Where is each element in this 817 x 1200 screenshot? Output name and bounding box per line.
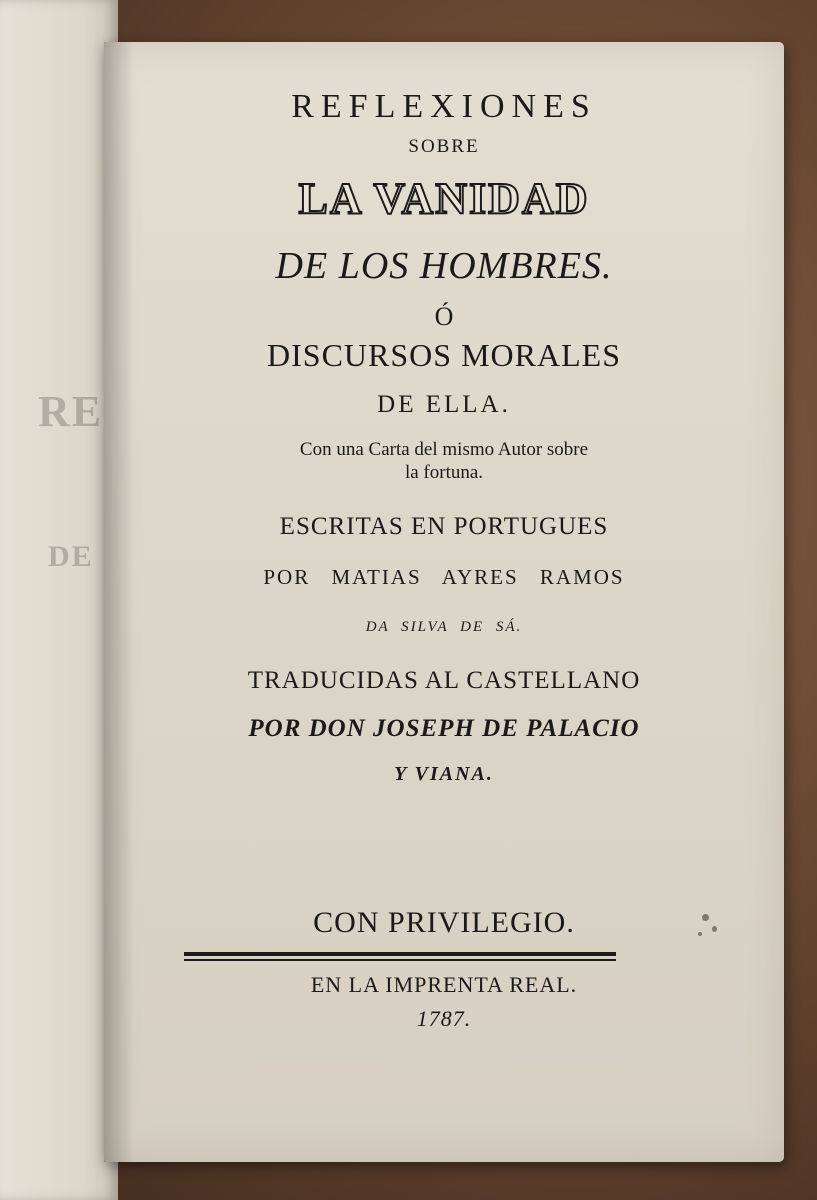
subtitle-fortuna: la fortuna. [404,462,484,483]
translator-line-1: POR DON JOSEPH DE PALACIO [248,715,640,742]
author-line-1: POR MATIAS AYRES RAMOS [263,565,625,589]
page-gutter-shadow [104,42,134,1162]
traducidas-al-castellano: TRADUCIDAS AL CASTELLANO [247,667,641,694]
author-line-2: DA SILVA DE SÁ. [365,619,523,635]
title-de-ella: DE ELLA. [377,391,511,418]
title-sobre: SOBRE [408,136,480,157]
ink-stain [702,914,709,921]
translator-line-2: Y VIANA. [394,763,494,785]
title-discursos-morales: DISCURSOS MORALES [267,337,621,373]
left-page-ghost-text-lower: DE [48,540,94,573]
ink-stain [698,932,702,936]
double-rule-divider [184,952,616,962]
title-la-vanidad: LA VANIDAD [298,174,590,223]
escritas-en-portugues: ESCRITAS EN PORTUGUES [279,513,609,540]
rule-thin [184,959,616,961]
title-o: Ó [434,302,454,331]
title-reflexiones: REFLEXIONES [291,88,597,125]
left-page [0,0,118,1200]
imprenta-real: EN LA IMPRENTA REAL. [310,972,578,997]
title-page [104,42,784,1162]
title-de-los-hombres: DE LOS HOMBRES. [275,245,613,287]
rule-thick [184,952,616,956]
publication-year: 1787. [416,1006,472,1031]
con-privilegio: CON PRIVILEGIO. [313,906,575,939]
left-page-ghost-text-upper: RE [38,387,104,436]
ink-stain [712,926,717,932]
subtitle-carta: Con una Carta del mismo Autor sobre [299,439,589,460]
